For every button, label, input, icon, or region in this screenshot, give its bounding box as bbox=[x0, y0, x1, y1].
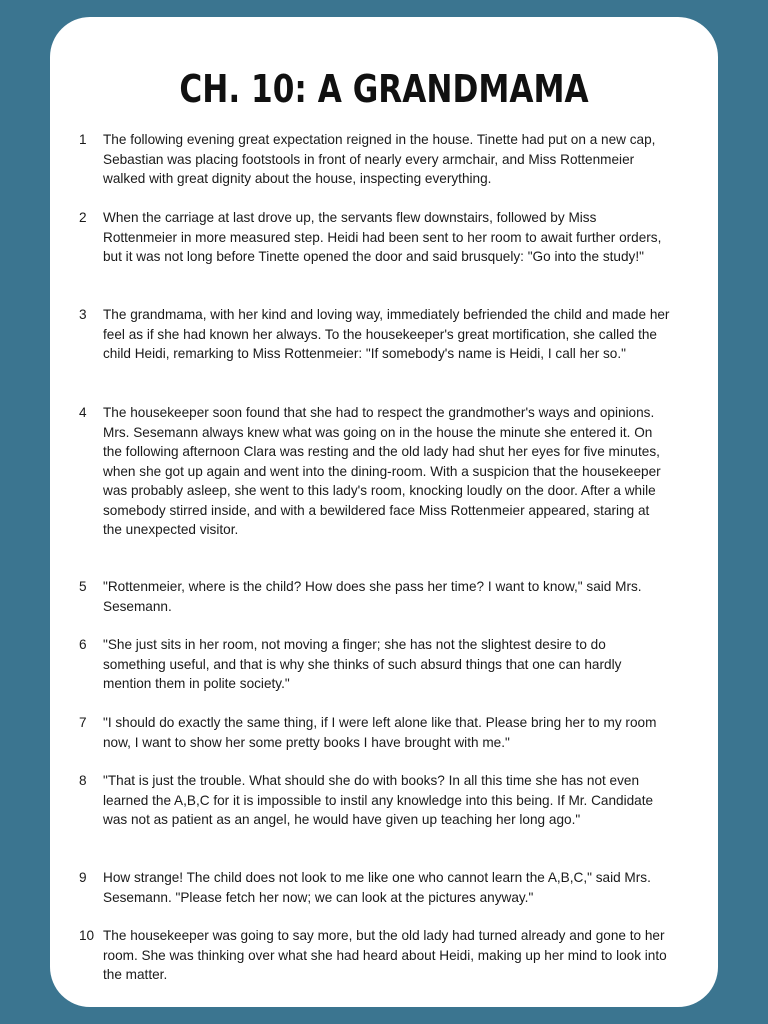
paragraph-number: 10 bbox=[79, 928, 95, 943]
page-card bbox=[50, 17, 718, 1007]
paragraph-text: The grandmama, with her kind and loving way, immediately befriended the child and made her feel as if she had known her always. To the housekeeper's great mortification, she called the child Heidi, remarking to Miss Rottenmeier: "If somebody's name is Heidi, I call her so." bbox=[103, 307, 670, 361]
paragraph-text: The following evening great expectation reigned in the house. Tinette had put on a new cap, Sebastian was placing footstools in front of nearly every armchair, and Miss Rottenmeier walked with great dignity about the house, inspecting everything. bbox=[103, 132, 656, 186]
paragraph-text: How strange! The child does not look to me like one who cannot learn the A,B,C," said Mrs. Sesemann. "Please fetch her now; we can look at the pictures anyway." bbox=[103, 870, 651, 905]
paragraph-text: "That is just the trouble. What should she do with books? In all this time she has not even learned the A,B,C for it is impossible to instil any knowledge into this being. If Mr. Candidate was not as patient as an angel, he would have given up teaching her long ago." bbox=[103, 773, 654, 827]
paragraph-text: "She just sits in her room, not moving a finger; she has not the slightest desire to do something useful, and that is why she thinks of such absurd things that one can hardly mention them in polite society." bbox=[103, 637, 622, 691]
paragraph-text: The housekeeper soon found that she had to respect the grandmother's ways and opinions. Mrs. Sesemann always knew what was going on in the house the minute she entered it. On the following afternoon Clara was resting and the old lady had shut her eyes for five minutes, when she got up again and went into the dining-room. With a suspicion that the housekeeper was probably asleep, she went to this lady's room, knocking loudly on the door. After a while somebody stirred inside, and with a bewildered face Miss Rottenmeier appeared, staring at the unexpected visitor. bbox=[103, 405, 661, 537]
paragraph-number: 7 bbox=[79, 715, 87, 730]
chapter-title: CH. 10: A GRANDMAMA bbox=[179, 67, 589, 111]
paragraph-number: 6 bbox=[79, 637, 87, 652]
paragraph-number: 3 bbox=[79, 307, 87, 322]
paragraph-text: The housekeeper was going to say more, but the old lady had turned already and gone to her room. She was thinking over what she had heard about Heidi, making up her mind to look into the matter. bbox=[103, 928, 667, 982]
paragraph-text: When the carriage at last drove up, the servants flew downstairs, followed by Miss Rottenmeier in more measured step. Heidi had been sent to her room to await further orders, but it was not long before Tinette opened the door and said brusquely: "Go into the study!" bbox=[103, 210, 662, 264]
paragraph-text: "I should do exactly the same thing, if I were left alone like that. Please bring her to my room now, I want to show her some pretty books I have brought with me." bbox=[103, 715, 657, 750]
paragraph-number: 1 bbox=[79, 132, 87, 147]
paragraph-number: 4 bbox=[79, 405, 87, 420]
paragraph-number: 5 bbox=[79, 579, 87, 594]
paragraph-text: "Rottenmeier, where is the child? How does she pass her time? I want to know," said Mrs. Sesemann. bbox=[103, 579, 642, 614]
paragraph-number: 9 bbox=[79, 870, 87, 885]
paragraph-number: 8 bbox=[79, 773, 87, 788]
paragraph-number: 2 bbox=[79, 210, 87, 225]
